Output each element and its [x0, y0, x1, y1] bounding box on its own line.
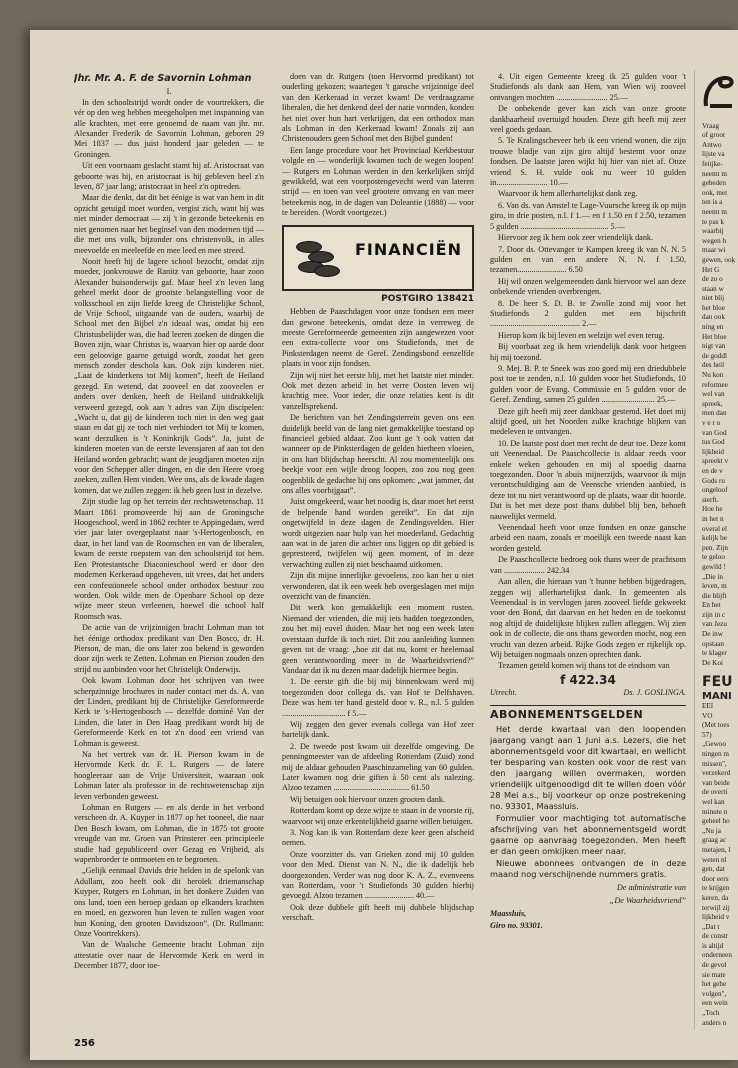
finance-body-col3: [490, 72, 686, 672]
finance-paragraph: De Paaschcollecte bedroeg ook thans weer de prachtsom van .................... 242.34: [490, 555, 686, 575]
finance-paragraph: Wij zeggen den gever evenals collega van Hof zeer hartelijk dank.: [282, 719, 474, 740]
finance-paragraph: Veenendaal heeft voor onze fondsen en onze gansche arbeid een naam, zooals er moeilijk een tweede naast kan worden gesteld.: [490, 523, 686, 553]
next-page-line: weten nl: [702, 855, 727, 864]
article-paragraph: Een lange procedure voor het Provinciaal Kerkbestuur volgde en — wonderlijk kwamen toch de wegen loopen! — Rutgers en Lohman werden in den kerkelijken strijd gewikkeld, wat een voorpostengevecht werd van lateren strijd — en toen van veel grootere omvang en van meer beteekenis nog, in de dagen van Doleantie (1888) — voor te bereiden. (Wordt voortgezet.): [282, 145, 474, 218]
finance-paragraph: De berichten van het Zendingsterrein geven ons een duidelijk beeld van de lang niet gemakkelijke toestand op financieel gebied aldaar. Zoo kunt ge 't ook vatten dat wanneer op de Pinksterdagen de gelden hierheen vloeien, in ons hart blijdschap heerscht. Al zou momenteelijk ons beekje voor een wijle droog loopen, zoo zou nog geen oogenblik de gedachte bij ons opkomen: „wat jammer, dat ons alles voorbijgaat”.: [282, 413, 474, 495]
emblem-icon: [702, 72, 736, 112]
next-page-line: Vraag: [702, 121, 720, 130]
next-page-line: Het G: [702, 265, 720, 274]
article-paragraph: Van de Waalsche Gemeente bracht Lohman zijn attestatie over naar de Hervormde Kerk en werd in December 1877, door toe-: [74, 940, 264, 971]
next-page-line: lijkheid v: [702, 913, 730, 922]
next-page-line: gewild !: [702, 562, 726, 571]
finance-paragraph: Wij betuigen ook hiervoor onzen grooten dank.: [290, 794, 445, 804]
finance-paragraph: Waarvoor ik hem allerhartelijkst dank zeg.: [498, 189, 638, 199]
finance-paragraph: Bij voorbaat zeg ik hem vriendelijk dank voor hetgeen hij mij toezond.: [490, 342, 686, 362]
next-page-line: „Die in: [702, 572, 723, 581]
abonnement-body: [490, 724, 686, 880]
next-page-line: overal el: [702, 524, 727, 533]
next-page-line: lijste va: [702, 150, 725, 159]
next-page-line: in het n: [702, 514, 724, 523]
next-page-line: graag ac: [702, 836, 727, 845]
next-page-line: wegen h: [702, 236, 727, 245]
finance-paragraph: 8. De heer S. D. B. te Zwolle zond mij voor het Studiefonds 2 gulden met een bijschrift ............................................ 2.—: [490, 298, 686, 329]
next-page-line: EEI: [702, 702, 714, 711]
column-3: [490, 72, 686, 932]
next-page-line: 57): [702, 730, 712, 739]
finance-paragraph: Rotterdam komt op deze wijze te staan in de voorste rij, waarvoor wij onze erkentelijkheid gaarne willen betuigen.: [282, 806, 474, 826]
next-page-line: ningen m: [702, 750, 729, 758]
next-page-line: ning en: [702, 323, 724, 332]
finance-paragraph: De onbekende gever kan zich van onze groote dankbaarheid overtuigd houden. Deze gift heeft mij zeer veel goeds gedaan.: [490, 104, 686, 135]
finance-paragraph: Hebben de Paaschdagen voor onze fondsen een meer dan gewone beteekenis, omdat deze in verreweg de meeste Gereformeerde gemeenten zijn aangewezen voor een extra-collecte voor ons Studiefonds, met de Pinksterdagen neemt de Geref. Zendingsbond eenzelfde plaats in voor zijn fondsen.: [282, 307, 474, 369]
article-paragraph: Maar die denkt, dat dit het éénige is wat van hem in dit opzicht getuigd moet worden, vergist zich, want hij was niet minder democraat — zij 't in gezonde beteekenis en niet genomen naar het beginsel van den modernen tijd — die met ons volk, bijzonder ons christenvolk, in alles meevoelde en meeleefde en mee leed en mee streed.: [74, 193, 264, 255]
administration-line-1: De administratie van: [616, 882, 686, 892]
next-page-line: gebeden: [702, 179, 726, 188]
next-page-line: kelijk be: [702, 534, 727, 543]
next-page-text-top: [702, 122, 738, 669]
next-page-line: wel van: [702, 390, 725, 399]
next-page-line: ongeloof: [702, 486, 728, 495]
next-page-line: de constr: [702, 932, 729, 941]
next-page-line: En het: [702, 601, 721, 610]
next-page-line: van God: [702, 428, 727, 437]
next-page-line: neemt m: [702, 207, 727, 216]
page-fold: [694, 70, 695, 1030]
next-page-line: Nu kon: [702, 371, 724, 380]
next-page-line: een wein: [702, 999, 728, 1008]
finance-paragraph: Zijn wij niet het eerste blij, met het laatste niet minder. Ook met dezen arbeid in het verre Oosten leven wij krachtig mee. Voor ieder, die onze relaties kent is dit vanzelfsprekend.: [282, 370, 474, 411]
next-page-line: Antwo: [702, 140, 722, 149]
next-page-line: feitjke-: [702, 159, 723, 168]
postgiro-number: POSTGIRO 138421: [381, 293, 474, 304]
finance-paragraph: 10. De laatste post doet met recht de deur toe. Deze komt uit Veenendaal. De Paaschcollecte is aldaar reeds voor enkele weken gehouden en mij al spoedig daarna toegezonden. Door 'n abuis mijnerzijds, waarvoor ik mijn verontschuldiging aan de Veensche vrienden aanbied, is deze tot nu niet verantwoord op de plaats, waar dit hoorde. Dat is het met deze post thans dubbel blij ben, behoeft nauwelijks vermeld.: [490, 438, 686, 521]
finance-paragraph: Dit werk kon gemakkelijk een moment rusten. Niemand der vrienden, die mij iets hadden toegezonden, zou het mij euvel duiden. Maar het nog een week laten overstaan durfde ik toch niet. Dit zou aanleiding kunnen geven tot de vraag: „hoe zit dat nu, komt er heelemaal geen verantwoording meer in de Waarheidsvriend?” Vandaar dat ik nu dezen maar dadelijk hiermee begin.: [282, 603, 474, 675]
finance-body-col2: [282, 307, 474, 924]
section-numeral: I.: [166, 87, 172, 97]
next-page-line: de goddl: [702, 351, 727, 360]
next-page-line: opstaan: [702, 639, 724, 648]
next-page-line: dan ook: [702, 313, 725, 322]
next-page-line: wel kan: [702, 797, 725, 806]
finance-paragraph: 2. De tweede post kwam uit dezelfde omgeving. De penningmeester van de afdeeling Rotterdam (Zuid) zond mij de aldaar gehouden Paaschinzameling van 60 gulden. Later kwamen nog drie giften à 50 cent als nalezing. Alzoo tezamen ..................................... 61.50: [282, 741, 474, 793]
finance-paragraph: Deze gift heeft mij zeer dankbaar gestemd. Het doet mij altijd goed, uit het Noorden zulke krachtige blijken van medeleven te ontvangen.: [490, 406, 686, 437]
administration-line-2: „De Waarheidsvriend”: [609, 896, 686, 906]
next-page-line: spreek,: [702, 399, 723, 408]
next-page-line: geheel ho: [702, 817, 730, 826]
next-page-line: van beide: [702, 778, 730, 787]
finance-signature-line: [490, 688, 686, 698]
article-paragraph: In den schooltstrijd wordt onder de voortrekkers, die vér op den weg hebben meegeholpen met inspanning van alle krachten, met eere genoemd de naam van jhr. mr. Alexander Frederik de Savornin Lohman, geboren 29 Mei 1837 — dus juist honderd jaar geleden — te Groningen.: [74, 97, 264, 159]
next-page-line: keren, da: [702, 893, 729, 902]
next-page-line: reformee: [702, 380, 728, 389]
article-paragraph: De actie van de vrijzinnigen bracht Lohman man tot het éénige orthodox predikant van Den Bosco, dr. H. Pierson, de man, die ons later zoo bekend is geworden door zijn werk te Zetten. Lohman en Pierson zouden den strijd nu aanbinden voor het Christelijk Onderwijs.: [74, 623, 264, 674]
next-page-line: ook, met: [702, 188, 728, 197]
article-paragraph: Zijn studie lag op het terrein der rechtswetenschap. 11 Maart 1861 promoveerde hij aan de Groningsche Hoogeschool, werd in 1862 rechter te Appingedam, werd vier jaar later overgeplaatst naar 's-Hertogenbosch, en daar, in het land van de Roomschen en van de liberalen, kwam de eerste roepstem van den schoolstrijd tot hem. Een Protestantsche Diaconieschool werd er door den modernen Kerkeraad opgeheven, uit vrees, dat het anders een confessioneele school onder orthodox bestuur zou worden. Ook wilde men de Openbare School op deze wijze meer steun verleenen, hoewel die school half Roomsch was.: [74, 497, 264, 621]
next-page-line: of groot: [702, 131, 725, 140]
next-page-line: de gevol: [702, 961, 727, 970]
next-page-line: te krijgen: [702, 884, 730, 893]
next-page-line: door eers: [702, 874, 729, 883]
abonnement-place: Maassluis,: [490, 908, 527, 918]
finance-total: f 422.34: [560, 672, 616, 687]
next-page-line: De Koi: [702, 658, 723, 667]
next-page-line: het gehe: [702, 980, 727, 989]
next-page-line: gewen, ook: [702, 255, 736, 264]
next-page-line: De inw: [702, 630, 723, 639]
next-page-line: VO: [702, 711, 713, 720]
abonnement-paragraph: Formulier voor machtiging tot automatische afschrijving van het abonnementsgeld wordt gaarne op aanvraag toegezonden. Men heeft er dan geen omkijken meer naar.: [490, 812, 686, 856]
next-page-line: nigt van: [702, 342, 726, 351]
next-page-line: van Jezu: [702, 620, 727, 629]
next-page-line: zijn in c: [702, 610, 726, 619]
finance-paragraph: Zijn dit mijne innerlijke gevoelens, zoo kan het u niet verwonderen, dat ik een week heb overgeslagen met mijn overzicht van de financiën.: [282, 571, 474, 602]
abonnement-paragraph: Het derde kwartaal van den loopenden jaargang vangt aan 1 Juni a.s. Lezers, die het abonnementsgeld voor dit kwartaal, en wellicht ter besparing van kosten ook voor de rest van den jaargang willen overmaken, worden vriendelijk uitgenoodigd dit te willen doen vóór 28 Mei a.s., bij voorkeur op onze postrekening no. 93301, Maassluis.: [490, 723, 686, 811]
next-page-line: verzekerd: [702, 769, 731, 778]
next-page-line: des heil: [702, 361, 725, 370]
next-page-line: te klager: [702, 649, 727, 658]
article-paragraph: Uit een voornaam geslacht stamt hij af. Aristocraat van geboorte was hij, en aristocraat is hij gebleven heel z'n leven, 87 jaar lang; aristocraat in heel z'n optreden.: [74, 161, 264, 192]
next-page-line: Hoe he: [702, 505, 723, 514]
article-title: Jhr. Mr. A. F. de Savornin Lohman: [74, 73, 252, 84]
coins-icon: [294, 239, 342, 277]
finance-paragraph: Tezamen geteld komen wij thans tot de eindsom van: [498, 661, 670, 671]
next-page-line: staan w: [702, 284, 724, 293]
next-page-line: leven, m: [702, 582, 727, 591]
next-page-line: de zo o: [702, 275, 723, 284]
finance-banner: [282, 225, 474, 291]
article-paragraph: Nooit heeft hij de lagere school bezocht, omdat zijn moeder, jonkvrouwe de Ranitz van geboorte, haar zoon Alexander huisonderwijs gaf. Maar heel z'n leven lang geheel merkt door de grootste belangstelling voor de volksschool en zijn liefde kreeg de Christelijke School, de Vrije School, uitgaande van de ouders, waarbij de School met den Bijbel z'n ideaal was, omdat hij een Christusbelijder was, die had leeren zoeken de dingen die Boven zijn, waar Christus is, waarvan hier op aarde door een geloovige gaarne getuigd wordt, zoodat het geen mensch zonder deschola kan. Ook zijn kinderen niet. „Laat de kinderkens tot Mij komen”, heeft de Heiland gezegd. En wetend, dat zooveel en dat zooveelen er anders over denken, heeft de Heiland uitdrukkelijk verweerd gezegd, ook aan 't adres van Zijn discipelen: „Wacht u, dat gij de kinderen toch niet in den weg gaat staan en dat gij ze toch niet verhindert tot Mij te komen, want derzulken is 't Koninkrijk Gods”. Ja, juist de kinderen moeten van de eerste levensjaren af aan tot den Heiland worden gebracht; want de jeugdjaren moeten zijn voor den Schepper aller dingen, en die den Heere vroeg zoeken, zullen Hem vinden. Wee ons, als de kwade dagen komen, dat we zullen zeggen: ik heb geen lust in dezelve.: [74, 256, 264, 495]
finance-paragraph: Onze voorzitter ds. van Grieken zond mij 10 gulden voor den Med. Dienst van N. N., die ik dadelijk heb doorgezonden. Verder was nog door K. A. Z., evenveens van Rotterdam, voor 't Studiefonds 30 gulden hierbij gevoegd. Alzoo tezamen ........................ 40.—: [282, 849, 474, 901]
next-page-line: tus God: [702, 438, 725, 447]
next-page-line: metajen, l: [702, 845, 731, 854]
next-page-subheading: MANI: [702, 691, 732, 703]
finance-paragraph: 6. Van ds. van Amstel te Lage-Vuursche kreeg ik op mijn giro, in drie posten, n.l. f 1.— en f 1.50 en f 2.50, tezamen 5 gulden ........................................... 5.—: [490, 200, 686, 231]
next-page-line: „Dat t: [702, 922, 720, 931]
finance-place: Utrecht.: [490, 688, 517, 698]
newspaper-page: [30, 30, 738, 1060]
next-page-line: „Gewoo: [702, 740, 726, 749]
finance-paragraph: Hierop kom ik bij leven en welzijn wel even terug.: [498, 330, 665, 340]
next-page-line: het bloe: [702, 303, 725, 312]
next-page-line: volgen",: [702, 989, 727, 998]
abonnement-title: ABONNEMENTSGELDEN: [490, 707, 644, 721]
next-page-line: men dan: [702, 409, 727, 418]
finance-paragraph: Hij wil onzen welgemeenden dank hiervoor wel aan deze onbekende vrienden overbrengen.: [490, 276, 686, 297]
next-page-line: spreekt v: [702, 457, 729, 466]
next-page-line: lijkheid: [702, 447, 724, 456]
article-body-col2: [282, 72, 474, 219]
next-page-line: missen",: [702, 759, 727, 768]
column-1: [74, 72, 264, 973]
article-paragraph: Ook kwam Lohman door het schrijven van twee scherpzinnige brochures in nader contact met ds. A. van der Linden, predikant bij de Christelijke Gereformeerde Kerk te 's-Hertogenbosch — dezelfde dominé Van der Linden, die later in Den Haag predikant wordt bij de Gereformeerde Kerk en tot z'n dood een vriend van Lohman is geweest.: [74, 676, 264, 748]
finance-banner-label: FINANCIËN: [354, 239, 462, 259]
next-page-line: „Toch: [702, 1009, 720, 1018]
next-page-line: Gods ru: [702, 476, 725, 485]
abonnement-giro: Giro no. 93301.: [490, 921, 543, 931]
next-page-line: neemt m: [702, 169, 727, 178]
next-page-heading: FEU: [702, 674, 733, 691]
next-page-line: waarbij: [702, 227, 724, 236]
next-page-line: sterft.: [702, 495, 719, 504]
article-body-col1: [74, 98, 264, 972]
next-page-line: sie mate: [702, 970, 726, 979]
next-page-line: terwijl zij: [702, 903, 730, 912]
article-paragraph: doen van dr. Rutgers (toen Hervormd predikant) tot ouderling gekozen; waartegen 't gansche vrijzinnige deel van den Kerkeraad in verzet kwam! De verdraagzame liberalen, die het denkend deel der natie vormden, konden het niet over hun hart verkrijgen, dat een orthodox man als Lohman in den Kerkeraad kwam! Zooals zij aan Christenouders geen School met den Bijbel gunden!: [282, 72, 474, 144]
finance-paragraph: 5. Te Kralingscheveer heb ik een vriend wonen, die zijn trouwe bladje van zijn giro altijd bestemt voor onze fondsen. De laatste jaren wijkt hij hier van niet af. Onze vriend S. H. vulde ook nu weer 10 gulden in......................... 10.—: [490, 136, 686, 188]
next-page-line: pen. Zijn: [702, 543, 728, 552]
finance-paragraph: 4. Uit eigen Gemeente kreeg ik 25 gulden voor 't Studiefonds als dank aan Hem, van Wien wij zooveel ontvangen mochten ......................... 25.—: [490, 72, 686, 102]
article-paragraph: „Gelijk eenmaal Davids drie helden in de spelonk van Adullam, zoo heeft ook dit heroïek driemanschap Kuyper, Rutgers en Lohman, in het donkere Zuiden van ons land, toen een beroep gedaan op elkanders krachten en moed, en gezworen hun leven te zullen wagen voor hun Koning, den grooten Davidszoon”. (Dr. Rullmann: Onze Voortrekkers).: [74, 866, 264, 938]
column-2: [282, 72, 474, 925]
finance-paragraph: 9. Mej. B. P. te Sneek was zoo goed mij een driedubbele post toe te zenden, n.l. 10 gulden voor het Studiefonds, 10 gulden voor de Evang. Commissie en 5 gulden voor de Geref. Zending, samen 25 gulden .......................... 25.—: [490, 363, 686, 405]
next-page-text-bottom: [702, 702, 738, 1028]
article-paragraph: Lohman en Rutgers — en als derde in het verbond verscheen dr. A. Kuyper in 1877 op het tooneel, die naar Den Bosch kwam, om Lohman, die in 1875 tot groote vreugde van mr. Groen van Prinsterer een principieele studie had gepubliceerd over Gezag en Vrijheid, als wapenbroeder te ontmoeten en te begroeten.: [74, 803, 264, 865]
finance-signature: Ds. J. GOSLINGA.: [623, 688, 686, 698]
finance-paragraph: 1. De eerste gift die bij mij binnenkwam werd mij toegezonden door collega ds. van Hof te Delfshaven. Deze was hem ter hand gesteld door v. R., n.l. 5 gulden ............................... f 5.—: [282, 677, 474, 718]
finance-paragraph: Aan allen, die hieraan van 't hunne hebben bijgedragen, zeggen wij allerhartelijkst dank. In gemeenten als Veenendaal is in vervlogen jaren zooveel liefde gekweekt voor den Bond, dat daarvan en het heden en de toekomst nog altijd de duidelijkste blijken zullen afleggen. Wij zien ook in de collecte, die ons thans geworden mocht, nog een vrucht van dezen arbeid. Rijke Gods zegen er rijkelijk op. Wij betuigen nogmaals onzen oprechten dank.: [490, 577, 686, 659]
page-number: 256: [74, 1038, 95, 1049]
finance-paragraph: Ook deze dubbele gift heeft mij dubbele blijdschap verschaft.: [282, 902, 474, 923]
divider: [490, 705, 686, 706]
next-page-line: en de v: [702, 466, 723, 475]
next-page-edge: [702, 72, 738, 1028]
finance-paragraph: 3. Nog kan ik van Rotterdam deze keer geen afscheid nemen.: [282, 828, 474, 848]
finance-paragraph: Juist omgekeerd, waar het noodig is, daar moet het eerst de helpende hand worden gereikt”. En dat zijn ongetwijfeld in deze dagen de Zendingsvelden. Hier wordt uitgezien naar hulp van het moederland. Gedachtig aan wat in de jaren die achter ons liggen op dit gebied is gepresteerd, twijfelen wij geen moment, of in deze verwachting zullen zij niet beschaamd uitkomen.: [282, 497, 474, 569]
abonnement-paragraph: Nieuwe abonnees ontvangen de in deze maand nog verschijnende nummers gratis.: [490, 857, 686, 879]
next-page-line: „Nu ja: [702, 826, 721, 835]
next-page-line: v e r o: [702, 419, 721, 427]
next-page-line: Het bloe: [702, 332, 727, 341]
next-page-line: te pas k: [702, 217, 724, 226]
next-page-line: gen, dat: [702, 865, 725, 874]
next-page-line: niet blij: [702, 294, 725, 303]
finance-paragraph: Hiervoor zeg ik hem ook zeer vriendelijk dank.: [498, 233, 654, 243]
next-page-line: te geloo: [702, 553, 725, 562]
next-page-line: minute n: [702, 807, 728, 816]
article-paragraph: Na het vertrek van dr. H. Pierson kwam in de Hervormde Kerk dr. F. L. Rutgers — de latere hoogleeraar aan de Vrije Universiteit, waaraan ook Lohman later als professor in de rechtswetenschap zijn leven verbonden geweest.: [74, 750, 264, 801]
next-page-line: onderneen: [702, 951, 732, 960]
next-page-line: (Met toes: [702, 721, 730, 730]
next-page-line: de overti: [702, 788, 728, 797]
next-page-line: die blijft: [702, 591, 727, 600]
next-page-line: is altijd: [702, 941, 724, 950]
next-page-line: ten is a: [702, 198, 723, 207]
finance-paragraph: 7. Door ds. Ottevanger te Kampen kreeg ik van N. N. 5 gulden en van een andere N. N. f 1.50, tezamen........................ 6.50: [490, 244, 686, 275]
next-page-line: anders n: [702, 1018, 727, 1027]
next-page-line: maar wi: [702, 246, 726, 255]
